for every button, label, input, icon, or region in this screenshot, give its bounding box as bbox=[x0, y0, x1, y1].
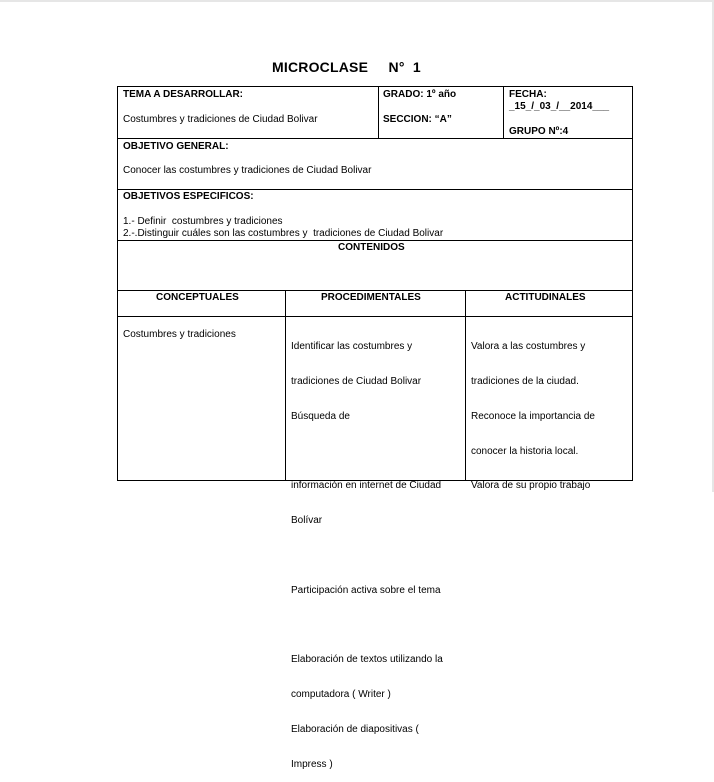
row-divider-5 bbox=[117, 316, 633, 317]
tema-label: TEMA A DESARROLLAR: bbox=[123, 89, 243, 100]
table-border-left bbox=[117, 86, 118, 481]
page-top-edge bbox=[0, 0, 714, 2]
procedimentales-text bbox=[291, 318, 443, 782]
actitudinal-line: Valora a las costumbres y bbox=[471, 341, 586, 353]
contenidos-label: CONTENIDOS bbox=[338, 242, 405, 253]
procedimental-line: Participación activa sobre el tema bbox=[291, 584, 441, 596]
procedimental-line: Elaboración de diapositivas ( bbox=[291, 723, 419, 735]
row-divider-4 bbox=[117, 290, 633, 291]
objetivo-especifico-item: 1.- Definir costumbres y tradiciones bbox=[123, 216, 283, 227]
actitudinal-line: tradiciones de la ciudad. bbox=[471, 375, 579, 387]
row-divider-2 bbox=[117, 189, 633, 190]
procedimental-line: Impress ) bbox=[291, 758, 333, 770]
page-title: MICROCLASE N° 1 bbox=[272, 59, 421, 75]
procedimental-line: tradiciones de Ciudad Bolivar bbox=[291, 375, 422, 387]
col-divider-actitudinales bbox=[465, 290, 466, 481]
column-header-conceptuales: CONCEPTUALES bbox=[156, 292, 239, 303]
procedimental-line: Elaboración de textos utilizando la bbox=[291, 654, 443, 666]
table-border-top bbox=[117, 86, 633, 87]
objetivo-general-text: Conocer las costumbres y tradiciones de Ciudad Bolivar bbox=[123, 165, 372, 176]
conceptuales-text: Costumbres y tradiciones bbox=[123, 329, 236, 340]
procedimental-line: Búsqueda de bbox=[291, 410, 350, 422]
col-divider-grado bbox=[378, 86, 379, 139]
column-header-procedimentales: PROCEDIMENTALES bbox=[321, 292, 421, 303]
row-divider-3 bbox=[117, 240, 633, 241]
col-divider-fecha bbox=[503, 86, 504, 139]
procedimental-line: computadora ( Writer ) bbox=[291, 689, 391, 700]
actitudinales-text bbox=[471, 318, 595, 504]
procedimental-line: información en internet de Ciudad bbox=[291, 480, 442, 492]
row-divider-1 bbox=[117, 138, 633, 139]
procedimental-line: Bolívar bbox=[291, 515, 323, 527]
objetivo-general-label: OBJETIVO GENERAL: bbox=[123, 141, 229, 152]
column-header-actitudinales: ACTITUDINALES bbox=[505, 292, 586, 303]
procedimental-line: Identificar las costumbres y bbox=[291, 341, 413, 353]
actitudinal-line: Valora de su propio trabajo bbox=[471, 480, 591, 492]
procedimental-spacer bbox=[291, 619, 443, 631]
col-divider-procedimentales bbox=[285, 290, 286, 481]
objetivos-especificos-label: OBJETIVOS ESPECIFICOS: bbox=[123, 191, 254, 202]
actitudinal-line: conocer la historia local. bbox=[471, 445, 579, 457]
grupo-label: GRUPO Nº:4 bbox=[509, 126, 569, 137]
procedimental-spacer bbox=[291, 550, 443, 562]
table-border-right bbox=[632, 86, 633, 481]
objetivo-especifico-item: 2.-.Distinguir cuáles son las costumbres y tradiciones de Ciudad Bolivar bbox=[123, 228, 444, 239]
actitudinal-line: Reconoce la importancia de bbox=[471, 410, 595, 422]
grado-label: GRADO: 1º año bbox=[383, 89, 457, 100]
seccion-label: SECCION: “A” bbox=[383, 114, 452, 125]
tema-value: Costumbres y tradiciones de Ciudad Bolivar bbox=[123, 114, 318, 125]
fecha-label: FECHA: bbox=[509, 89, 547, 100]
procedimental-spacer bbox=[291, 446, 443, 458]
fecha-value: _15_/_03_/__2014___ bbox=[509, 101, 610, 112]
